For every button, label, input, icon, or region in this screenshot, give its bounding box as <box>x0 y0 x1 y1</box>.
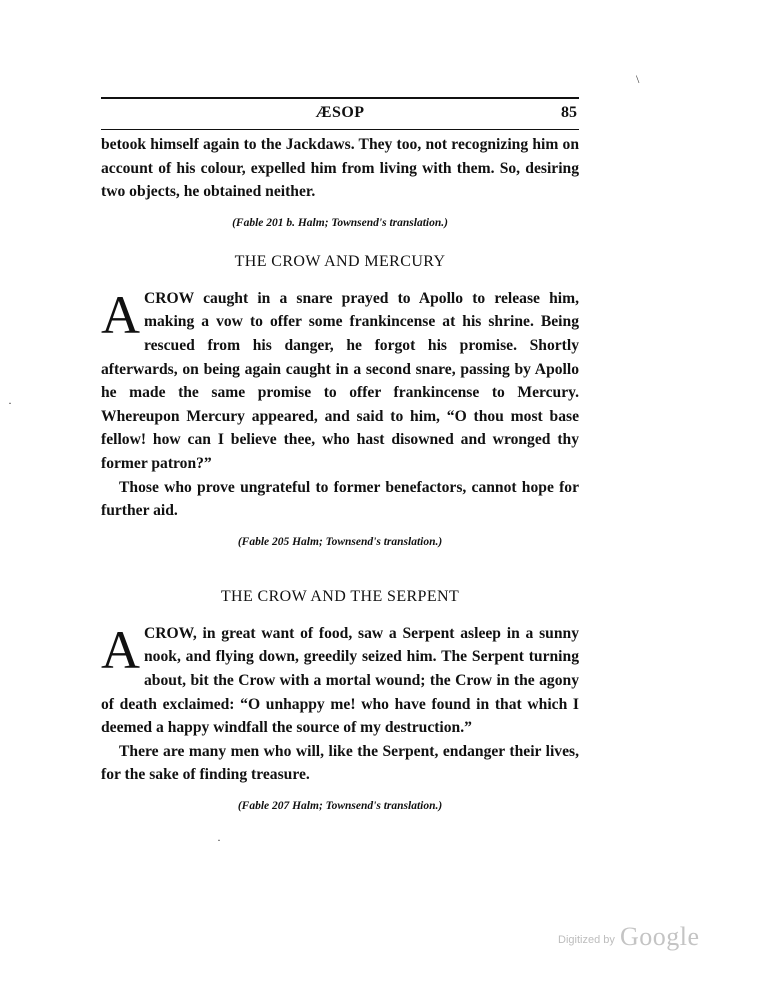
watermark-prefix: Digitized by <box>558 934 615 946</box>
fable-title-crow-and-serpent: THE CROW AND THE SERPENT <box>220 587 460 605</box>
drop-cap: A <box>101 619 140 680</box>
continuation-paragraph: betook himself again to the Jackdaws. They too, not recognizing him on account of his colour, expelled him from living with them. So, desiring two objects, he obtained neither. <box>101 136 579 201</box>
page-body <box>101 133 579 812</box>
moral-crow-and-serpent: There are many men who will, like the Serpent, endanger their lives, for the sake of finding treasure. <box>101 742 579 784</box>
moral-crow-and-mercury: Those who prove ungrateful to former benefactors, cannot hope for further aid. <box>101 478 579 520</box>
fable-paragraph-crow-and-serpent <box>101 619 579 740</box>
fable-text: CROW, in great want of food, saw a Serpent asleep in a sunny nook, and flying down, greedily seized him. The Serpent turning about, bit the Crow with a mortal wound; the Crow in the agony of death exclaimed: “O unhappy me! who have found in that which I deemed a happy windfall the source of my destruction.” <box>101 624 579 737</box>
watermark-brand: Google <box>620 922 700 951</box>
citation-fable-207: (Fable 207 Halm; Townsend's translation.) <box>237 799 443 812</box>
drop-cap: A <box>101 284 140 345</box>
fable-text: CROW caught in a snare prayed to Apollo to release him, making a vow to offer some frankincense at his shrine. Being rescued from his danger, he forgot his promise. Shortly afterwards, on being again caught in a second snare, passing by Apollo he made the same promise to offer frankincense to Mercury. Whereupon Mercury appeared, and said to him, “O thou most base fellow! how can I believe thee, who hast disowned and wronged thy former patron?” <box>101 289 579 472</box>
running-head <box>101 104 579 126</box>
header-rule <box>101 97 579 99</box>
head-rule <box>101 129 579 130</box>
scan-mark-bottom: · <box>217 833 221 847</box>
scan-mark-top-right: \ <box>636 72 640 86</box>
digitized-by-google-watermark <box>558 924 718 954</box>
fable-paragraph-crow-and-mercury <box>101 284 579 476</box>
citation-fable-205: (Fable 205 Halm; Townsend's translation.) <box>237 535 443 548</box>
citation-fable-201: (Fable 201 b. Halm; Townsend's translation.) <box>232 216 448 229</box>
page-number: 85 <box>561 104 577 121</box>
fable-title-crow-and-mercury: THE CROW AND MERCURY <box>234 252 446 270</box>
scan-mark-left: · <box>8 396 12 410</box>
running-title: ÆSOP <box>315 104 365 121</box>
